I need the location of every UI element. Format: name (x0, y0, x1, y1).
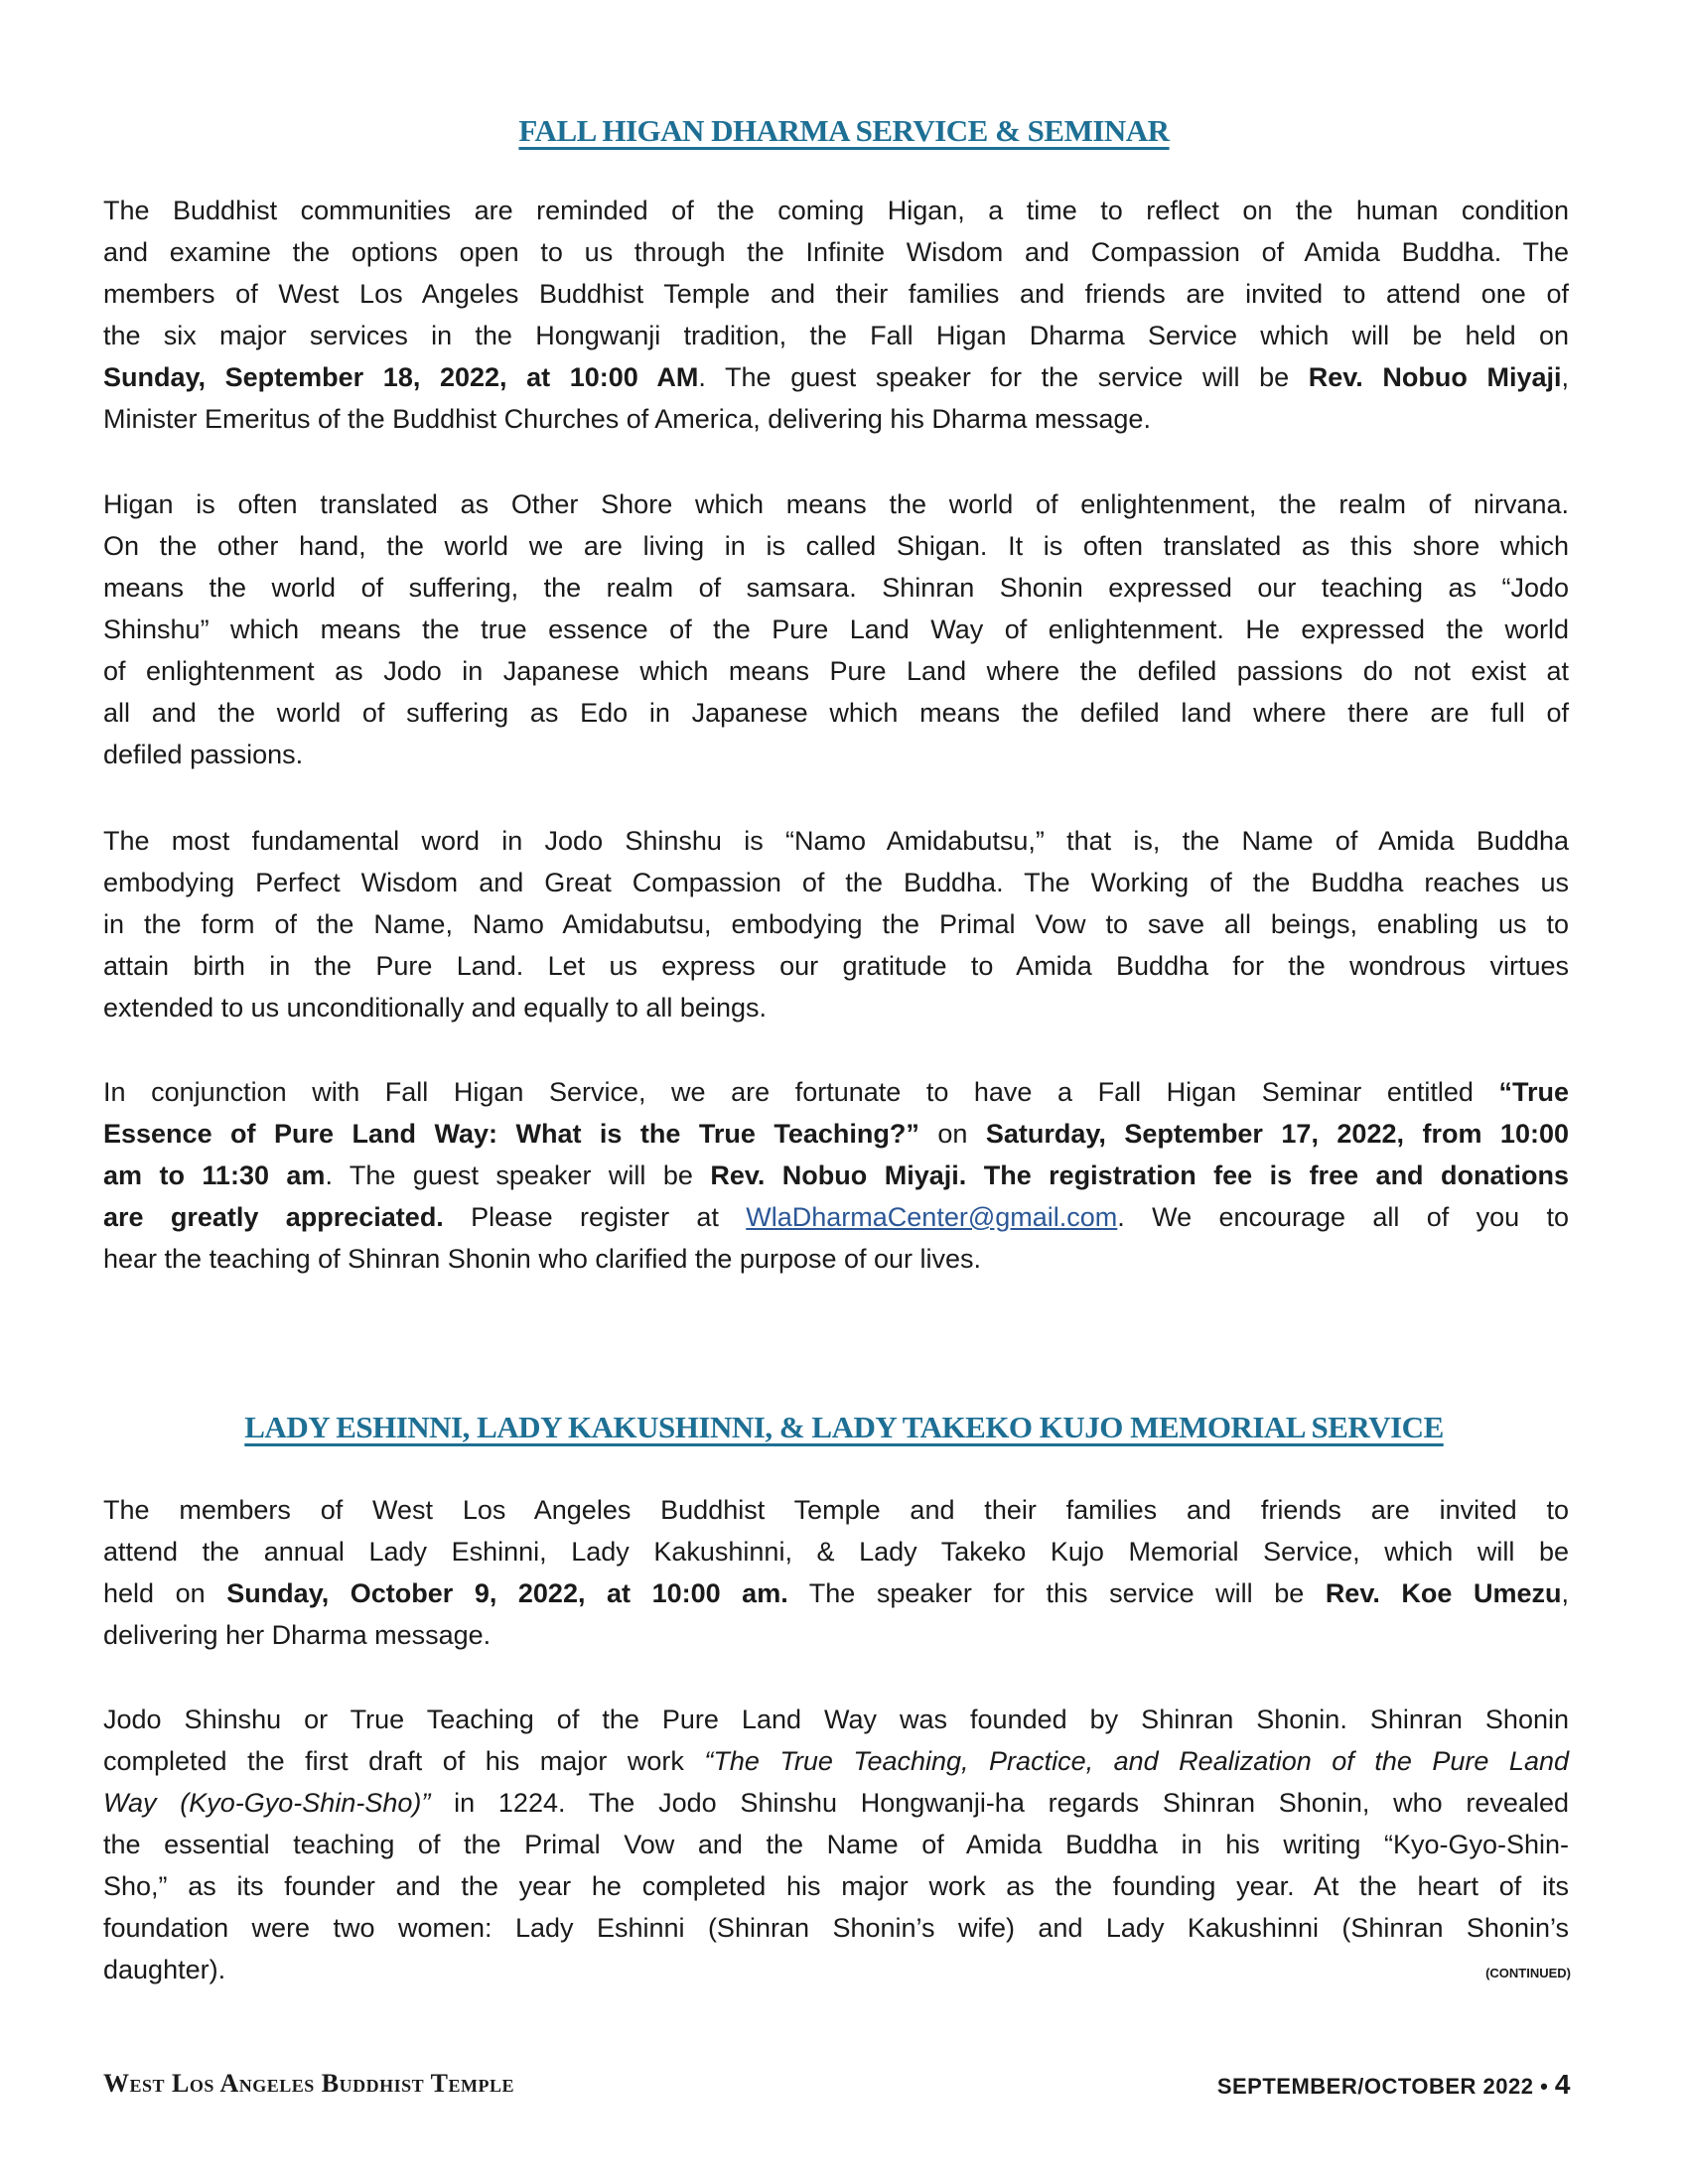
paragraph (103, 1699, 1569, 1990)
text-line (103, 1907, 1569, 1949)
bold-text: Rev. Nobuo Miyaji (1308, 362, 1562, 392)
text-line (103, 356, 1569, 398)
text: . The guest speaker for the service will be (698, 362, 1309, 392)
text-line (103, 1824, 1569, 1865)
text: hear the teaching of Shinran Shonin who clarified the purpose of our lives. (103, 1244, 982, 1274)
text-line (103, 650, 1569, 692)
text-line (103, 1865, 1569, 1907)
text: members of West Los Angeles Buddhist Temple and their families and friends are invited to attend one of (103, 279, 1569, 309)
text: extended to us unconditionally and equally to all beings. (103, 993, 767, 1023)
text: The speaker for this service will be (787, 1578, 1326, 1608)
text-line (103, 987, 1569, 1028)
text: Sho,” as its founder and the year he completed his major work as the founding year. At the heart of its (103, 1871, 1569, 1901)
text: Please register at (443, 1202, 747, 1232)
footer-issue (1217, 2069, 1571, 2101)
text-line (103, 1113, 1569, 1155)
continued-label: (CONTINUED) (1485, 1966, 1571, 1980)
section-heading-fall-higan: FALL HIGAN DHARMA SERVICE & SEMINAR (518, 113, 1170, 148)
text-line (103, 190, 1569, 231)
text-line (103, 315, 1569, 356)
text: of enlightenment as Jodo in Japanese which means Pure Land where the defiled passions do not exist at (103, 656, 1569, 686)
bold-text: Essence of Pure Land Way: What is the True Teaching?” (103, 1119, 919, 1149)
text-line (103, 1699, 1569, 1740)
text-line (103, 1196, 1569, 1238)
text: delivering her Dharma message. (103, 1620, 492, 1650)
text-line (103, 398, 1569, 440)
text-line (103, 1949, 1569, 1990)
text: in the form of the Name, Namo Amidabutsu, embodying the Primal Vow to save all beings, enabling us to (103, 909, 1569, 939)
bold-text: Sunday, October 9, 2022, at 10:00 am. (226, 1578, 788, 1608)
text-line (103, 862, 1569, 903)
text: , (1561, 1578, 1569, 1608)
text: Minister Emeritus of the Buddhist Churches of America, delivering his Dharma message. (103, 404, 1151, 434)
text: embodying Perfect Wisdom and Great Compassion of the Buddha. The Working of the Buddha reaches us (103, 868, 1569, 897)
text-line (103, 1071, 1569, 1113)
email-link[interactable]: WlaDharmaCenter@gmail.com (746, 1202, 1118, 1232)
text: . We encourage all of you to (1117, 1202, 1569, 1232)
bold-text: Saturday, September 17, 2022, from 10:00 (985, 1119, 1569, 1149)
section-heading-memorial-service: LADY ESHINNI, LADY KAKUSHINNI, & LADY TAKEKO KUJO MEMORIAL SERVICE (244, 1410, 1444, 1444)
text: on (918, 1119, 986, 1149)
paragraph (103, 483, 1569, 775)
text: Higan is often translated as Other Shore which means the world of enlightenment, the realm of nirvana. (103, 489, 1569, 519)
text-line (103, 609, 1569, 650)
bold-text: Rev. Nobuo Miyaji. The registration fee is free and donations (710, 1160, 1569, 1190)
text-line (103, 945, 1569, 987)
text-line (103, 1238, 1569, 1280)
text: daughter). (103, 1955, 226, 1984)
text: , (1561, 362, 1569, 392)
text: The members of West Los Angeles Buddhist Temple and their families and friends are invited to (103, 1495, 1569, 1525)
text: the essential teaching of the Primal Vow and the Name of Amida Buddha in his writing “Kyo-Gyo-Shin- (103, 1830, 1569, 1859)
text-line (103, 1614, 1569, 1656)
text-line (103, 1489, 1569, 1531)
text-line (103, 273, 1569, 315)
bold-text: Sunday, September 18, 2022, at 10:00 AM (103, 362, 699, 392)
paragraph (103, 1489, 1569, 1656)
text: and examine the options open to us through the Infinite Wisdom and Compassion of Amida Buddha. The (103, 237, 1569, 267)
text-line (103, 1531, 1569, 1572)
paragraph (103, 1071, 1569, 1280)
footer-issue-date: SEPTEMBER/OCTOBER 2022 • (1216, 2074, 1555, 2099)
text-line (103, 483, 1569, 525)
paragraph (103, 190, 1569, 440)
bold-text: “True (1498, 1077, 1569, 1107)
bold-text: Rev. Koe Umezu (1325, 1578, 1562, 1608)
text: The Buddhist communities are reminded of the coming Higan, a time to reflect on the human condition (103, 196, 1569, 225)
text: In conjunction with Fall Higan Service, we are fortunate to have a Fall Higan Seminar entitled (103, 1077, 1499, 1107)
text-line (103, 1740, 1569, 1782)
italic-text: Way (Kyo-Gyo-Shin-Sho)” (103, 1788, 431, 1818)
text-line (103, 692, 1569, 734)
text: defiled passions. (103, 740, 304, 769)
text-line (103, 903, 1569, 945)
text-line (103, 734, 1569, 775)
bold-text: are greatly appreciated. (103, 1202, 444, 1232)
text: On the other hand, the world we are living in is called Shigan. It is often translated as this shore which (103, 531, 1569, 561)
italic-text: “The True Teaching, Practice, and Realization of the Pure Land (704, 1746, 1569, 1776)
text-line (103, 525, 1569, 567)
text: attain birth in the Pure Land. Let us express our gratitude to Amida Buddha for the wondrous virtues (103, 951, 1569, 981)
page-number: 4 (1554, 2069, 1571, 2100)
text-line (103, 1155, 1569, 1196)
bold-text: am to 11:30 am (103, 1160, 326, 1190)
text: foundation were two women: Lady Eshinni (Shinran Shonin’s wife) and Lady Kakushinni (Shinran Shonin’s (103, 1913, 1569, 1943)
text-line (103, 231, 1569, 273)
footer-temple-name: West Los Angeles Buddhist Temple (103, 2069, 514, 2098)
text: the six major services in the Hongwanji tradition, the Fall Higan Dharma Service which will be held on (103, 321, 1569, 350)
text-line (103, 820, 1569, 862)
text: all and the world of suffering as Edo in Japanese which means the defiled land where there are full of (103, 698, 1569, 728)
text: . The guest speaker will be (325, 1160, 711, 1190)
text: completed the first draft of his major work (103, 1746, 705, 1776)
text: means the world of suffering, the realm of samsara. Shinran Shonin expressed our teaching as “Jodo (103, 573, 1569, 603)
text-line (103, 1572, 1569, 1614)
text-line (103, 567, 1569, 609)
text: Jodo Shinshu or True Teaching of the Pure Land Way was founded by Shinran Shonin. Shinran Shonin (103, 1705, 1569, 1734)
text: attend the annual Lady Eshinni, Lady Kakushinni, & Lady Takeko Kujo Memorial Service, which will be (103, 1537, 1569, 1567)
text: The most fundamental word in Jodo Shinshu is “Namo Amidabutsu,” that is, the Name of Amida Buddha (103, 826, 1569, 856)
text: held on (103, 1578, 227, 1608)
text-line (103, 1782, 1569, 1824)
paragraph (103, 820, 1569, 1028)
text: Shinshu” which means the true essence of the Pure Land Way of enlightenment. He expressed the world (103, 614, 1569, 644)
text: in 1224. The Jodo Shinshu Hongwanji-ha regards Shinran Shonin, who revealed (430, 1788, 1569, 1818)
